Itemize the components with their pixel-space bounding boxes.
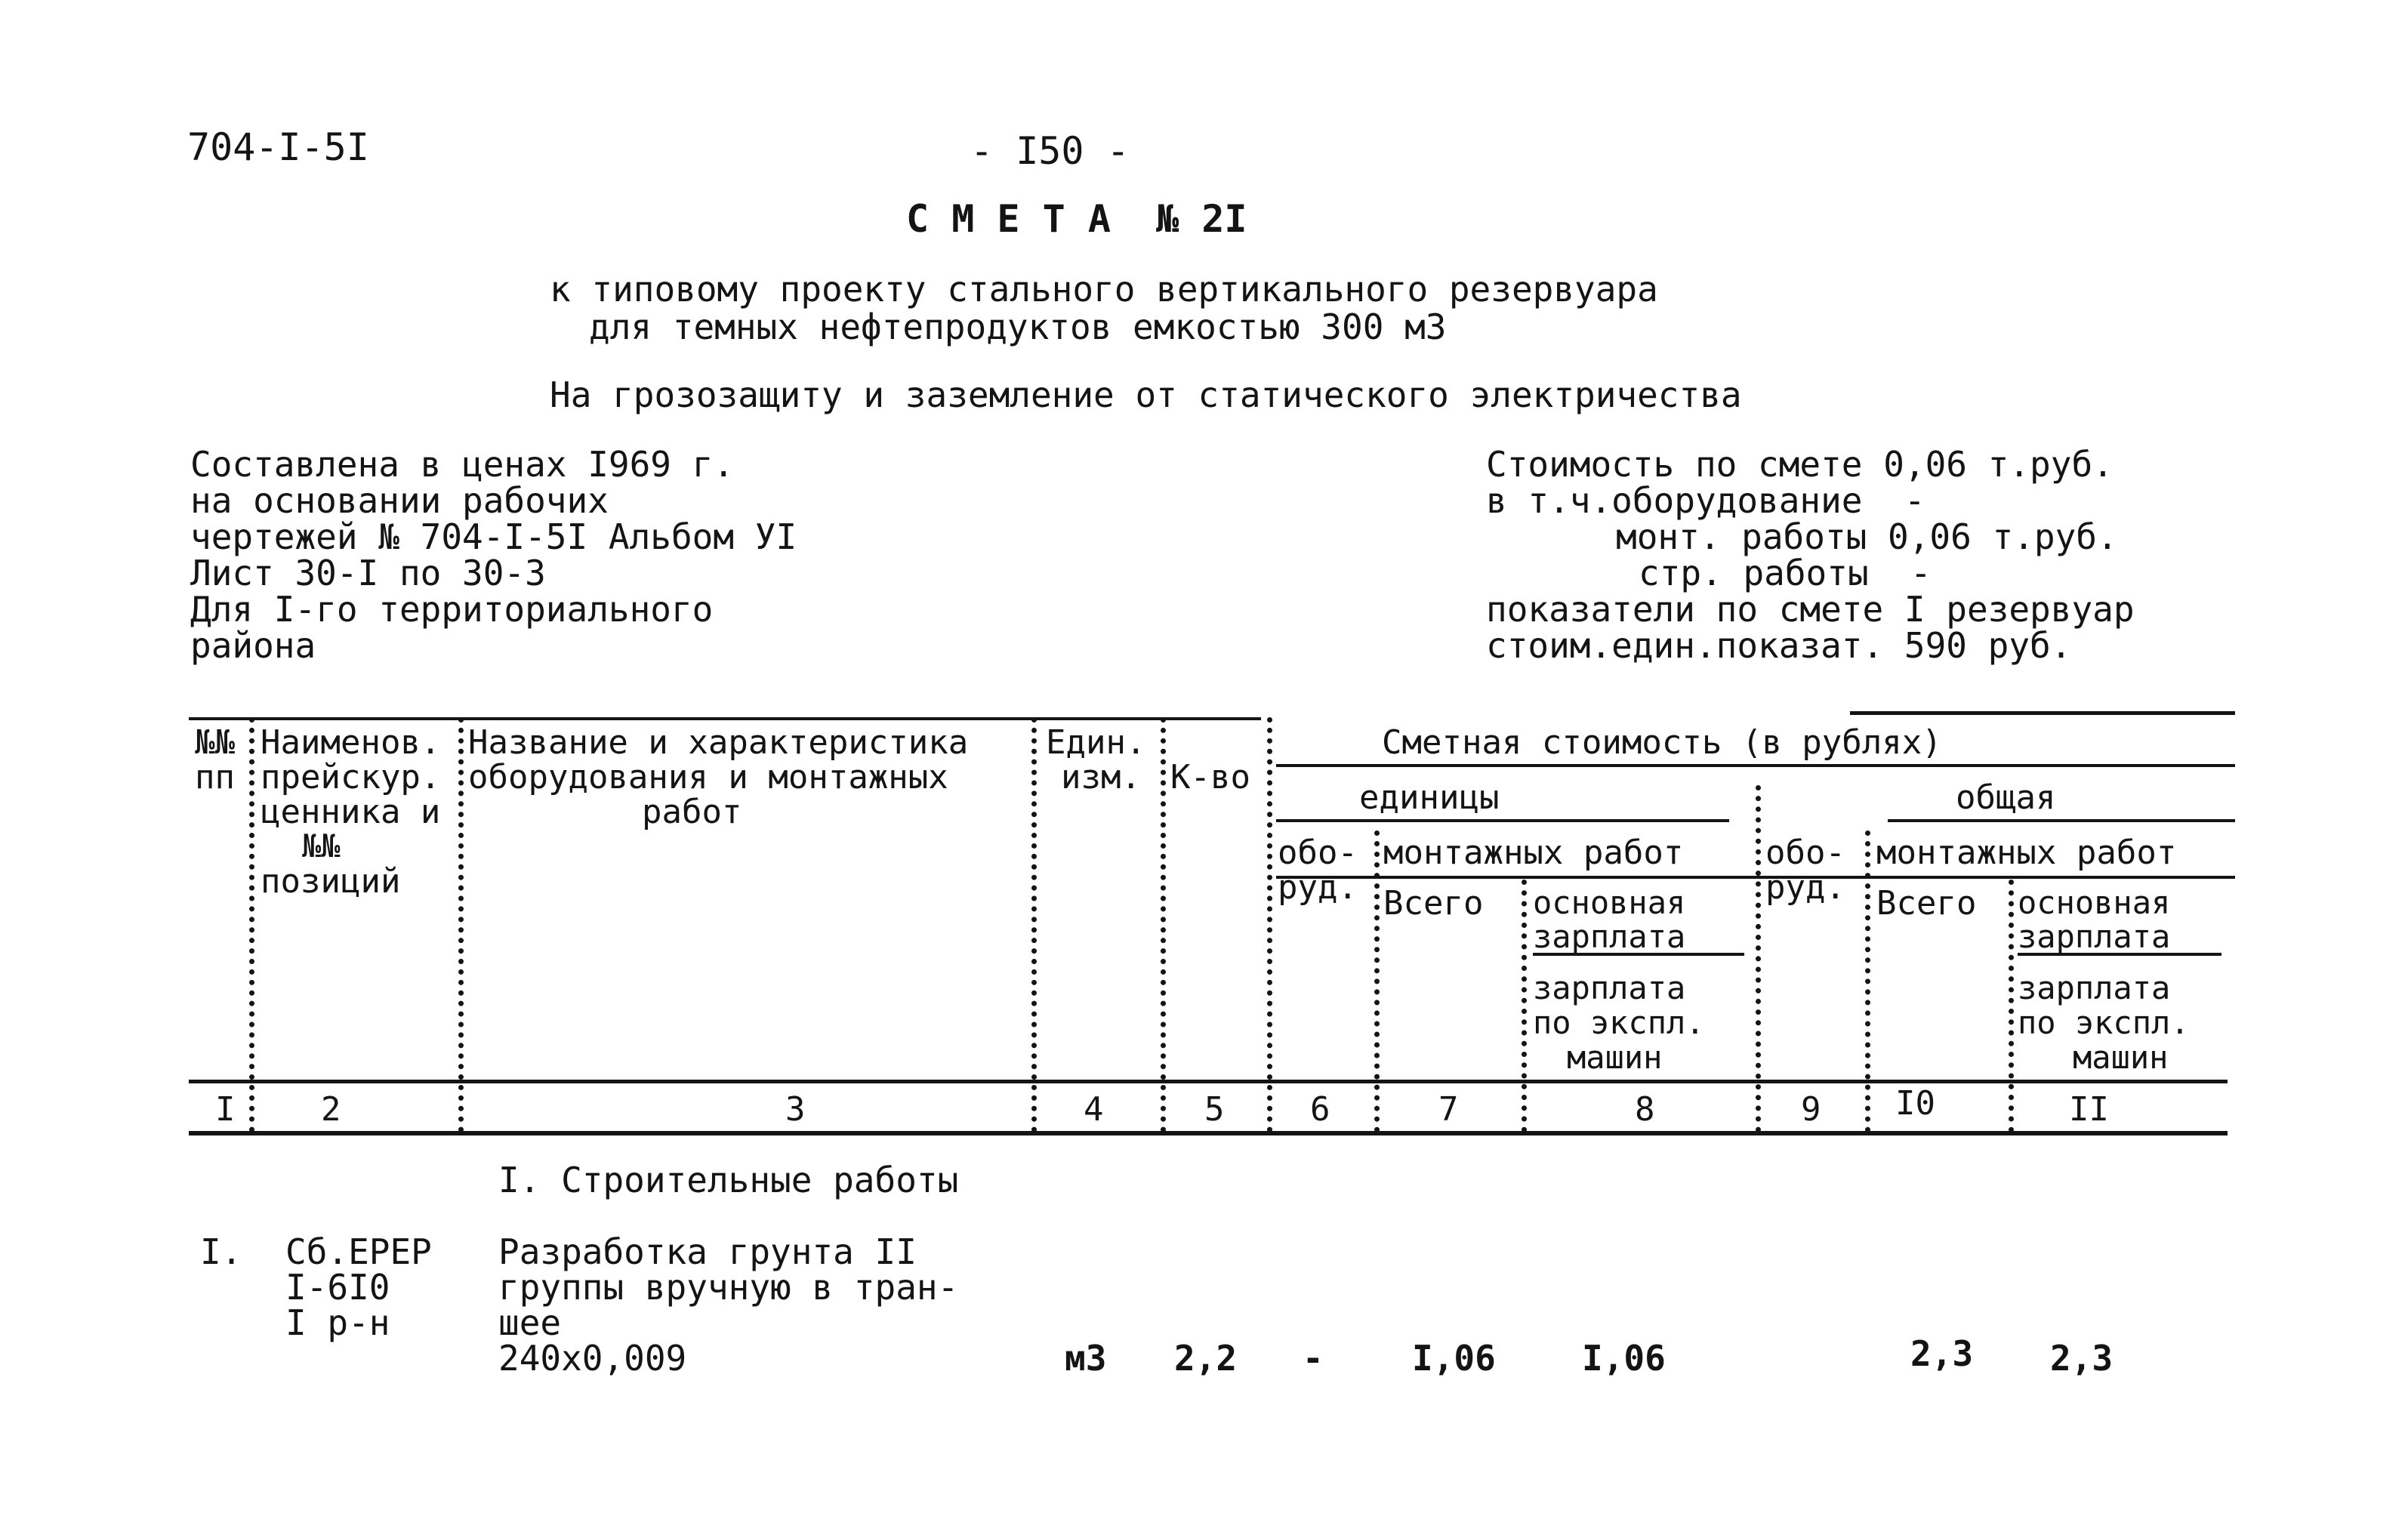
section-title: I. Строительные работы xyxy=(498,1160,959,1200)
right-info-line: показатели по смете I резервуар xyxy=(1486,589,2135,630)
header-col2: Наименов. xyxy=(261,723,441,762)
header-bottom-rule xyxy=(189,1080,2228,1083)
unit-header-rule xyxy=(1276,819,1729,822)
equip-header-unit: руд. xyxy=(1278,868,1358,907)
document-code: 704-I-5I xyxy=(187,125,369,169)
left-info-line: Лист 30-I по 30-3 xyxy=(190,553,546,593)
total-label-total: Всего xyxy=(1876,884,1977,923)
column-number: 7 xyxy=(1438,1090,1459,1129)
machine-salary-unit: по экспл. xyxy=(1533,1004,1705,1041)
header-col3: оборудования и монтажных xyxy=(468,758,948,797)
row-qty: 2,2 xyxy=(1174,1338,1238,1379)
page-number: - I50 - xyxy=(970,129,1130,173)
column-separator xyxy=(1161,717,1166,1132)
equip-header-total: руд. xyxy=(1765,868,1845,907)
column-separator xyxy=(458,717,464,1132)
base-salary-unit: основная xyxy=(1533,884,1686,921)
right-info-line: стр. работы - xyxy=(1639,553,1932,593)
row-number: I. xyxy=(200,1231,242,1272)
header-col1: пп xyxy=(195,758,235,797)
cost-header: Сметная стоимость (в рублях) xyxy=(1382,723,1942,762)
column-separator xyxy=(1374,830,1380,1132)
numbers-bottom-rule xyxy=(189,1131,2228,1135)
table-top-rule xyxy=(1850,711,2235,715)
machine-salary-total: машин xyxy=(2073,1039,2169,1076)
column-number: 8 xyxy=(1635,1090,1655,1129)
mount-header-unit: монтажных работ xyxy=(1383,833,1684,872)
row-name: шее xyxy=(498,1302,562,1343)
header-col1: №№ xyxy=(195,723,235,762)
machine-salary-unit: машин xyxy=(1567,1039,1663,1076)
total-label-unit: Всего xyxy=(1383,884,1484,923)
total-header-rule xyxy=(1888,819,2235,822)
row-mount-total: I,06 xyxy=(1412,1338,1496,1379)
equip-header-total: обо- xyxy=(1765,833,1845,872)
machine-salary-total: по экспл. xyxy=(2018,1004,2190,1041)
row-total-base: 2,3 xyxy=(2050,1338,2114,1379)
column-number: 5 xyxy=(1204,1090,1225,1129)
left-info-line: чертежей № 704-I-5I Альбом УI xyxy=(190,516,797,557)
right-info-line: в т.ч.оборудование - xyxy=(1486,480,1925,521)
cost-header-rule xyxy=(1276,764,2235,767)
machine-salary-unit: зарплата xyxy=(1533,969,1686,1006)
header-col4: Един. xyxy=(1046,723,1146,762)
header-col5: К-во xyxy=(1170,758,1250,797)
row-unit: м3 xyxy=(1065,1338,1107,1379)
column-number: I xyxy=(215,1090,236,1129)
header-col2: №№ xyxy=(302,827,341,864)
left-info-line: Для I-го территориального xyxy=(190,589,714,630)
estimate-title: С М Е Т А № 2I xyxy=(906,197,1247,241)
left-info-line: Составлена в ценах I969 г. xyxy=(190,444,735,485)
row-base-salary: I,06 xyxy=(1582,1338,1666,1379)
row-total-all: 2,3 xyxy=(1910,1333,1974,1374)
right-info-line: монт. работы 0,06 т.руб. xyxy=(1616,516,2118,557)
mount-header-total: монтажных работ xyxy=(1876,833,2177,872)
column-number: 6 xyxy=(1310,1090,1330,1129)
total-header: общая xyxy=(1956,778,2056,817)
row-name: группы вручную в тран- xyxy=(498,1267,959,1308)
header-col2: позиций xyxy=(261,862,401,901)
row-name: Разработка грунта II xyxy=(498,1231,917,1272)
column-separator xyxy=(1267,717,1272,1132)
column-number: 9 xyxy=(1801,1090,1821,1129)
left-info-line: на основании рабочих xyxy=(190,480,609,521)
column-number: II xyxy=(2069,1090,2109,1129)
column-separator xyxy=(249,717,254,1132)
column-number: I0 xyxy=(1895,1084,1935,1123)
row-equip: - xyxy=(1303,1338,1324,1379)
column-separator xyxy=(1522,880,1527,1132)
base-salary-total: зарплата xyxy=(2018,921,2221,956)
column-number: 2 xyxy=(321,1090,341,1129)
row-code: Сб.ЕРЕР xyxy=(285,1231,432,1272)
subtitle-line-2: для темных нефтепродуктов емкостью 300 м3 xyxy=(589,307,1447,347)
header-col4: изм. xyxy=(1061,758,1141,797)
column-separator xyxy=(2009,880,2014,1132)
column-separator xyxy=(1756,785,1761,1132)
left-info-line: района xyxy=(190,625,316,666)
header-col3: работ xyxy=(642,793,742,831)
column-number: 3 xyxy=(785,1090,806,1129)
header-col2: прейскур. xyxy=(261,758,441,797)
row-code: I р-н xyxy=(285,1302,390,1343)
estimate-purpose: На грозозащиту и заземление от статического электричества xyxy=(550,374,1742,415)
unit-header: единицы xyxy=(1359,778,1500,817)
right-info-line: стоим.един.показат. 590 руб. xyxy=(1486,625,2072,666)
column-number: 4 xyxy=(1084,1090,1104,1129)
column-separator xyxy=(1031,717,1037,1132)
header-col3: Название и характеристика xyxy=(468,723,969,762)
base-salary-total: основная xyxy=(2018,884,2171,921)
base-salary-unit: зарплата xyxy=(1533,921,1744,956)
column-separator xyxy=(1865,830,1870,1132)
subtitle-line-1: к типовому проекту стального вертикального резервуара xyxy=(550,269,1658,310)
machine-salary-total: зарплата xyxy=(2018,969,2171,1006)
equip-header-unit: обо- xyxy=(1278,833,1358,872)
row-name: 240х0,009 xyxy=(498,1338,687,1379)
right-info-line: Стоимость по смете 0,06 т.руб. xyxy=(1486,444,2114,485)
row-code: I-6I0 xyxy=(285,1267,390,1308)
table-top-rule xyxy=(189,717,1261,720)
header-col2: ценника и xyxy=(261,793,441,831)
